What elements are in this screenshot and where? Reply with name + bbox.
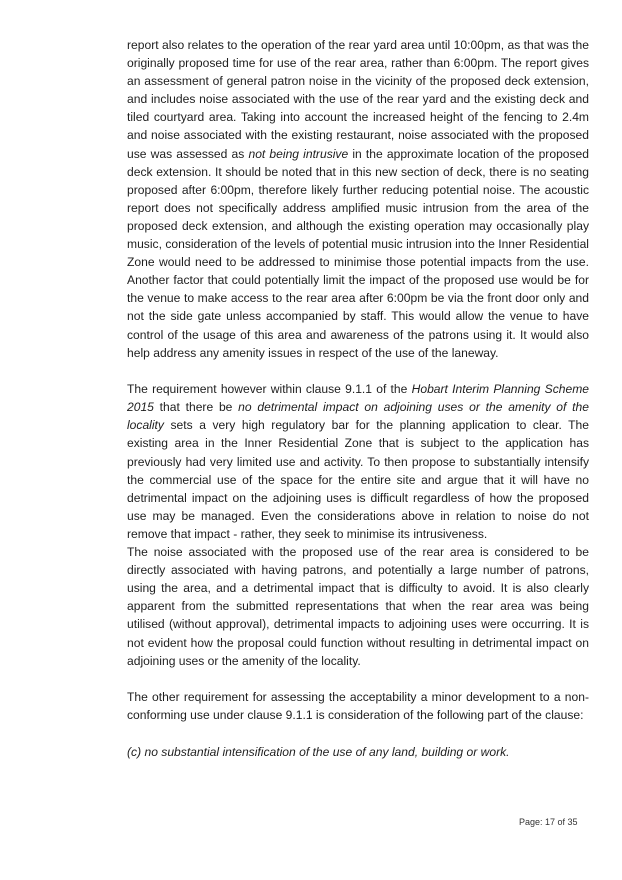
paragraph-acoustic-report (127, 36, 589, 362)
text-run: The noise associated with the proposed use of the rear area is considered to be directly associated with having patrons, and potentially a large number of patrons, using the area, and a detrimental impact that is difficulty to avoid. It is also clearly apparent from the submitted representations that when the rear area was being utilised (without approval), detrimental impacts to adjoining uses were occurring. It is not evident how the proposal could function without resulting in detrimental impact on adjoining uses or the amenity of the locality. (127, 545, 589, 668)
document-body (127, 36, 589, 779)
page-number: Page: 17 of 35 (519, 817, 578, 827)
text-run: sets a very high regulatory bar for the planning application to clear. The existing area in the Inner Residential Zone that is subject to the application has previously had very limited use and activity. To then propose to substantially intensify the commercial use of the space for the entire site and argue that it will have no detrimental impact on the adjoining uses is difficult regardless of how the proposed use may be managed. Even the considerations above in relation to noise do not remove that impact - rather, they seek to minimise its intrusiveness. (127, 418, 589, 541)
text-run-italic: no detrimental impact on adjoining uses or the amenity of the locality (127, 400, 589, 433)
text-run: that there be (153, 400, 239, 415)
paragraph-noise-impact (127, 543, 589, 670)
text-run: The other requirement for assessing the acceptability a minor development to a non-conforming use under clause 9.1.1 is consideration of the following part of the clause: (127, 690, 589, 723)
text-run-italic: not being intrusive (248, 146, 349, 161)
paragraph-clause-requirement (127, 380, 589, 543)
paragraph-clause-c-quote (127, 743, 589, 761)
text-run-italic: Hobart Interim Planning Scheme 2015 (127, 382, 589, 415)
text-run-italic: (c) no substantial intensification of the use of any land, building or work. (127, 744, 510, 759)
text-run: in the approximate location of the proposed deck extension. It should be noted that in this new section of deck, there is no seating proposed after 6:00pm, therefore likely further reducing potential noise. The acoustic report does not specifically address amplified music intrusion from the area of the proposed deck extension, and although the existing operation may occasionally play music, consideration of the levels of potential music intrusion into the Inner Residential Zone would need to be addressed to minimise those potential impacts from the use. Another factor that could potentially limit the impact of the proposed use would be for the venue to make access to the rear area after 6:00pm be via the front door only and not the side gate unless accompanied by staff. This would allow the venue to have control of the usage of this area and awareness of the patrons using it. It would also help address any amenity issues in respect of the use of the laneway. (127, 146, 590, 360)
paragraph-other-requirement (127, 688, 589, 724)
text-run: The requirement however within clause 9.1.1 of the (127, 382, 412, 397)
text-run: report also relates to the operation of the rear yard area until 10:00pm, as that was the originally proposed time for use of the rear area, rather than 6:00pm. The report gives an assessment of general patron noise in the vicinity of the proposed deck extension, and includes noise associated with the use of the rear yard and the existing deck and tiled courtyard area. Taking into account the increased height of the fencing to 2.4m and noise associated with the existing restaurant, noise associated with the proposed use was assessed as (127, 38, 589, 161)
